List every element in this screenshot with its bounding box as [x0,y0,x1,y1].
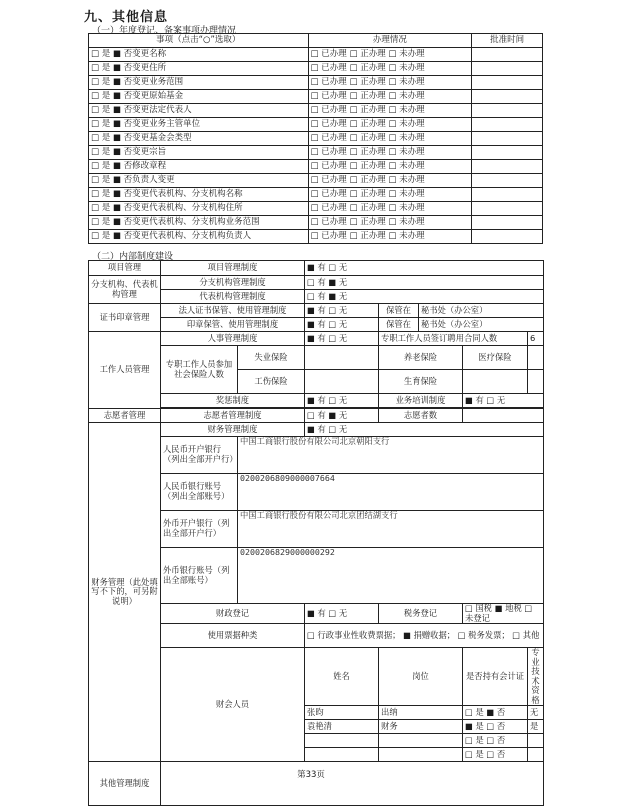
accountant-qual[interactable]: 是 [528,720,544,734]
status-cell[interactable]: □ 已办理 □ 正办理 □ 未办理 [308,160,472,174]
tax-registration-label: 税务登记 [379,604,463,624]
accountant-name[interactable]: 张昀 [305,706,379,720]
medical-insurance-label: 医疗保险 [463,346,528,370]
reward-system-value[interactable]: ■ 有 □ 无 [305,394,379,408]
receipt-type-value[interactable]: □ 行政事业性收费票据； ■ 捐赠收据； □ 税务发票； □ 其他 [305,624,544,648]
hr-row [89,332,544,346]
accountant-name[interactable] [305,734,379,748]
stamp-system-label: 印章保管、使用管理制度 [161,318,305,332]
time-cell [472,62,543,76]
volunteer-system-value[interactable]: □ 有 ■ 无 [305,409,379,423]
status-cell[interactable]: □ 已办理 □ 正办理 □ 未办理 [308,146,472,160]
cert-system-value[interactable]: ■ 有 □ 无 [305,304,379,318]
status-cell[interactable]: □ 已办理 □ 正办理 □ 未办理 [308,90,472,104]
injury-insurance-label: 工伤保险 [238,370,305,394]
finance-system-label: 财务管理制度 [161,423,305,437]
seal-row [89,304,544,318]
rep-system-label: 代表机构管理制度 [161,290,305,304]
accountant-cert[interactable]: □ 是 □ 否 [463,734,528,748]
other-category: 其他管理制度 [89,762,161,806]
reward-system-label: 奖惩制度 [161,394,305,408]
contract-count-label: 专职工作人员签订聘用合同人数 [379,332,528,346]
project-category: 项目管理 [89,261,161,276]
accountant-qual[interactable]: 无 [528,706,544,720]
time-cell [472,230,543,244]
table-row [89,90,543,104]
table-row [89,202,543,216]
branch-row [89,276,544,290]
accountant-post[interactable] [379,748,463,762]
maternity-insurance-value[interactable] [463,370,528,394]
accountant-post[interactable]: 出纳 [379,706,463,720]
table-row [89,48,543,62]
table-row [89,216,543,230]
unemployment-insurance-value[interactable] [305,346,379,370]
finance-system-value[interactable]: ■ 有 □ 无 [305,423,544,437]
status-cell[interactable]: □ 已办理 □ 正办理 □ 未办理 [308,202,472,216]
item-cell[interactable]: □ 是 ■ 否变更宗旨 [89,146,309,160]
staff-category: 工作人员管理 [89,332,161,409]
column-header-time: 批准时间 [472,34,543,48]
medical-insurance-value[interactable] [528,346,544,370]
status-cell[interactable]: □ 已办理 □ 正办理 □ 未办理 [308,48,472,62]
status-cell[interactable]: □ 已办理 □ 正办理 □ 未办理 [308,216,472,230]
item-cell[interactable]: □ 是 ■ 否变更业务主管单位 [89,118,309,132]
item-cell[interactable]: □ 是 ■ 否变更代表机构、分支机构业务范围 [89,216,309,230]
status-cell[interactable]: □ 已办理 □ 正办理 □ 未办理 [308,230,472,244]
maternity-insurance-label: 生育保险 [379,370,463,394]
item-cell[interactable]: □ 是 ■ 否变更代表机构、分支机构住所 [89,202,309,216]
fx-account-value[interactable]: 0200206829000000292 [238,548,544,604]
training-system-label: 业务培训制度 [379,394,463,408]
training-system-value[interactable]: ■ 有 □ 无 [463,394,544,408]
branch-system-value[interactable]: □ 有 ■ 无 [305,276,544,290]
item-cell[interactable]: □ 是 ■ 否修改章程 [89,160,309,174]
contract-count-value[interactable]: 6 [528,332,544,346]
time-cell [472,132,543,146]
status-cell[interactable]: □ 已办理 □ 正办理 □ 未办理 [308,174,472,188]
accountant-label: 财会人员 [161,648,305,762]
volunteer-row [89,409,544,423]
accountant-name-header: 姓名 [305,648,379,706]
rmb-bank-value[interactable]: 中国工商银行股份有限公司北京朝阳支行 [238,437,544,474]
status-cell[interactable]: □ 已办理 □ 正办理 □ 未办理 [308,62,472,76]
table-row [89,188,543,202]
rmb-bank-label: 人民币开户银行（列出全部开户行） [161,437,238,474]
table-row [89,132,543,146]
status-cell[interactable]: □ 已办理 □ 正办理 □ 未办理 [308,188,472,202]
time-cell [472,146,543,160]
item-cell[interactable]: □ 是 ■ 否变更基金会类型 [89,132,309,146]
accountant-post-header: 岗位 [379,648,463,706]
accountant-cert-header: 是否持有会计证 [463,648,528,706]
table-row [89,62,543,76]
column-header-status: 办理情况 [308,34,472,48]
pension-insurance-label: 养老保险 [379,346,463,370]
rmb-account-label: 人民币银行账号（列出全部账号） [161,474,238,511]
time-cell [472,90,543,104]
volunteer-count-value[interactable] [463,409,544,423]
internal-system-table [88,260,544,806]
accountant-cert[interactable]: ■ 是 □ 否 [463,720,528,734]
tax-registration-value[interactable]: □ 国税 ■ 地税 □ 未登记 [463,604,544,624]
unemployment-insurance-label: 失业保险 [238,346,305,370]
seal-category: 证书印章管理 [89,304,161,332]
item-cell[interactable]: □ 是 ■ 否变更法定代表人 [89,104,309,118]
stamp-keeper-value[interactable]: 秘书处（办公室） [419,318,544,332]
item-cell[interactable]: □ 是 ■ 否变更名称 [89,48,309,62]
finance-system-row [89,423,544,437]
time-cell [472,48,543,62]
receipt-type-label: 使用票据种类 [161,624,305,648]
cert-keeper-value[interactable]: 秘书处（办公室） [419,304,544,318]
accountant-cert[interactable]: □ 是 □ 否 [463,748,528,762]
table-row [89,104,543,118]
time-cell [472,76,543,90]
table-header-row [89,34,543,48]
item-cell[interactable]: □ 是 ■ 否负责人变更 [89,174,309,188]
accountant-name[interactable] [305,748,379,762]
branch-system-label: 分支机构管理制度 [161,276,305,290]
hr-system-label: 人事管理制度 [161,332,305,346]
table-row [89,118,543,132]
cert-system-label: 法人证书保管、使用管理制度 [161,304,305,318]
accountant-qual-header: 专业技术资格 [528,648,544,706]
volunteer-category: 志愿者管理 [89,409,161,423]
table-row [89,174,543,188]
project-row [89,261,544,276]
insurance-label: 专职工作人员参加社会保险人数 [161,346,238,394]
project-system-value[interactable]: ■ 有 □ 无 [305,261,544,276]
accountant-post[interactable]: 财务 [379,720,463,734]
finance-category: 财务管理（此处填写不下的，可另附说明） [89,423,161,762]
fx-account-label: 外币银行账号（列出全部账号） [161,548,238,604]
accountant-post[interactable] [379,734,463,748]
time-cell [472,104,543,118]
branch-category: 分支机构、代表机构管理 [89,276,161,304]
fiscal-registration-label: 财政登记 [161,604,305,624]
time-cell [472,160,543,174]
item-cell[interactable]: □ 是 ■ 否变更代表机构、分支机构负责人 [89,230,309,244]
time-cell [472,174,543,188]
item-cell[interactable]: □ 是 ■ 否变更住所 [89,62,309,76]
time-cell [472,202,543,216]
accountant-name[interactable]: 袁艳清 [305,720,379,734]
accountant-qual[interactable] [528,734,544,748]
table-row [89,160,543,174]
item-cell[interactable]: □ 是 ■ 否变更业务范围 [89,76,309,90]
time-cell [472,118,543,132]
table-row [89,230,543,244]
status-cell[interactable]: □ 已办理 □ 正办理 □ 未办理 [308,104,472,118]
stamp-keeper-label: 保管在 [379,318,419,332]
insurance-blank [528,370,544,394]
accountant-cert[interactable]: □ 是 ■ 否 [463,706,528,720]
volunteer-count-label: 志愿者数 [379,409,463,423]
section-internal-title: （二）内部制度建设 [92,252,174,262]
status-cell[interactable]: □ 已办理 □ 正办理 □ 未办理 [308,76,472,90]
table-row [89,76,543,90]
time-cell [472,216,543,230]
column-header-item: 事项（点击“○”选取） [89,34,309,48]
annual-registration-table [88,33,543,244]
item-cell[interactable]: □ 是 ■ 否变更代表机构、分支机构名称 [89,188,309,202]
stamp-system-value[interactable]: ■ 有 □ 无 [305,318,379,332]
page-number: 第33页 [297,770,325,780]
fx-bank-label: 外币开户银行（列出全部开户行） [161,511,238,548]
table-row [89,146,543,160]
hr-system-value[interactable]: ■ 有 □ 无 [305,332,379,346]
project-system-label: 项目管理制度 [161,261,305,276]
section-annual-title: （一）年度登记、备案事项办理情况 [92,26,237,36]
fx-bank-value[interactable]: 中国工商银行股份有限公司北京团结湖支行 [238,511,544,548]
status-cell[interactable]: □ 已办理 □ 正办理 □ 未办理 [308,132,472,146]
volunteer-system-label: 志愿者管理制度 [161,409,305,423]
rmb-account-value[interactable]: 0200206809000007664 [238,474,544,511]
time-cell [472,188,543,202]
rep-system-value[interactable]: □ 有 ■ 无 [305,290,544,304]
injury-insurance-value[interactable] [305,370,379,394]
status-cell[interactable]: □ 已办理 □ 正办理 □ 未办理 [308,118,472,132]
cert-keeper-label: 保管在 [379,304,419,318]
page-title: 九、其他信息 [84,10,169,25]
item-cell[interactable]: □ 是 ■ 否变更原始基金 [89,90,309,104]
fiscal-registration-value[interactable]: ■ 有 □ 无 [305,604,379,624]
accountant-qual[interactable] [528,748,544,762]
